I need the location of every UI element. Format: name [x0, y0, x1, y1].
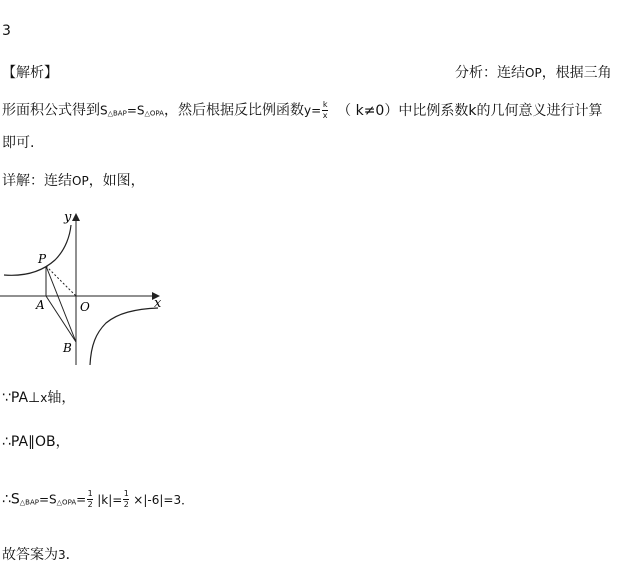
- hyperbola-lower-branch: [90, 308, 158, 365]
- step-3-lead: ∴S: [2, 491, 20, 508]
- area-s-2: S: [136, 103, 145, 118]
- hyperbola-upper-branch: [4, 225, 71, 275]
- fraction-k-over-x: [322, 101, 328, 120]
- label-y: y: [64, 210, 72, 225]
- segment-po: [46, 266, 76, 296]
- analysis-line-1: [455, 64, 612, 82]
- label-a: A: [36, 298, 45, 312]
- segment-pb: [46, 266, 76, 342]
- step-3-sub-bap: △BAP: [19, 498, 39, 507]
- detail-tail: ，如图，: [88, 173, 145, 189]
- final-value: 3: [58, 548, 66, 562]
- label-b: B: [63, 341, 72, 355]
- half-den-2: 2: [123, 500, 129, 509]
- analysis-after-op: ，根据三角: [541, 65, 612, 81]
- step-3: [2, 490, 193, 512]
- analysis-text-a: 形面积公式得到: [2, 102, 100, 119]
- analysis-label: 【解析】: [2, 65, 58, 81]
- equals-sign: =: [126, 103, 137, 118]
- y-axis-arrow: [72, 213, 80, 221]
- step-3-sub-opa: △OPA: [56, 498, 77, 507]
- final-answer: [2, 546, 80, 564]
- area-s-1: S: [100, 103, 108, 118]
- fraction-half-1: [87, 490, 93, 509]
- subscript-opa: △OPA: [144, 109, 164, 118]
- step-3-tail: ×|-6|=3．: [133, 492, 194, 507]
- op-segment: OP: [525, 66, 542, 80]
- half-num-2: 1: [123, 489, 129, 498]
- step-3-eq1: =S: [39, 492, 57, 507]
- analysis-text-c: （ k≠0）中比例系数k的几何意义进行计算: [337, 102, 603, 119]
- label-p: P: [38, 252, 47, 266]
- step-3-abs-k: |k|=: [97, 492, 123, 507]
- analysis-line-2: [2, 101, 602, 123]
- analysis-line-3: 即可.: [2, 135, 35, 151]
- function-y: y=: [303, 103, 322, 118]
- step-1-a: ∵PA⊥: [2, 390, 41, 406]
- final-text: 故答案为: [2, 547, 58, 563]
- analysis-text-b: ，然后根据反比例函数: [163, 102, 304, 119]
- step-2: ∴PA∥OB，: [2, 434, 70, 450]
- half-den-1: 2: [87, 500, 93, 509]
- frac-k: k: [322, 100, 328, 109]
- detail-op: OP: [72, 174, 89, 188]
- detail-lead: 详解：连结: [2, 173, 72, 189]
- analysis-lead: 分析：连结: [455, 65, 525, 81]
- step-1-b: 轴，: [47, 390, 76, 406]
- frac-x: x: [322, 111, 328, 120]
- label-x: x: [154, 296, 162, 311]
- answer-value: 3: [2, 23, 11, 39]
- label-o: O: [80, 300, 90, 314]
- fraction-half-2: [123, 490, 129, 509]
- detail-line: [2, 172, 145, 190]
- subscript-bap: △BAP: [107, 109, 127, 118]
- step-3-eq2: =: [76, 492, 87, 507]
- half-num-1: 1: [87, 489, 93, 498]
- graph-figure: [0, 205, 170, 367]
- step-1-x: x: [40, 391, 48, 405]
- step-1: [2, 389, 75, 407]
- final-end: ．: [65, 547, 80, 563]
